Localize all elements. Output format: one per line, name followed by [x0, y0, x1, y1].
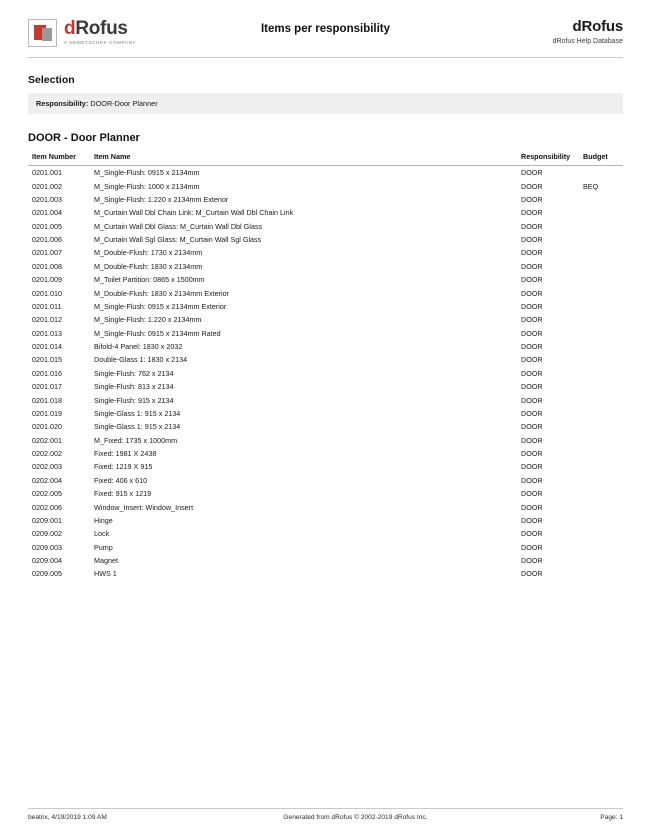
cell-item-number: 0201.019 — [32, 408, 62, 418]
cell-budget — [583, 514, 623, 527]
cell-item-number: 0201.018 — [32, 395, 62, 405]
cell-budget — [583, 447, 623, 460]
cell-item-name: Single-Glass 1: 915 x 2134 — [94, 422, 181, 432]
group-heading: DOOR - Door Planner — [28, 132, 140, 144]
selection-label: Responsibility: — [36, 99, 89, 108]
cell-item-name: M_Single-Flush: 0915 x 2134mm Rated — [94, 328, 221, 338]
header-right — [423, 18, 623, 45]
table-row[interactable] — [28, 380, 623, 393]
cell-budget — [583, 340, 623, 353]
cell-responsibility: DOOR — [521, 382, 543, 392]
cell-responsibility: DOOR — [521, 288, 543, 298]
cell-responsibility: DOOR — [521, 275, 543, 285]
cell-item-name: M_Single-Flush: 1000 x 2134mm — [94, 181, 200, 191]
table-row[interactable] — [28, 246, 623, 259]
table-row[interactable] — [28, 541, 623, 554]
cell-item-number: 0209.005 — [32, 569, 62, 579]
cell-item-name: M_Double-Flush: 1830 x 2134mm — [94, 261, 203, 271]
cell-item-name: M_Curtain Wall Sgl Glass: M_Curtain Wall Sgl Glass — [94, 235, 262, 245]
table-row[interactable] — [28, 179, 623, 192]
column-header-budget: Budget — [583, 152, 623, 166]
cell-responsibility: DOOR — [521, 529, 543, 539]
cell-budget — [583, 327, 623, 340]
table-row[interactable] — [28, 260, 623, 273]
table-row[interactable] — [28, 487, 623, 500]
cell-budget — [583, 380, 623, 393]
cell-item-name: Bifold-4 Panel: 1830 x 2032 — [94, 342, 183, 352]
cell-responsibility: DOOR — [521, 569, 543, 579]
cell-budget — [583, 420, 623, 433]
table-row[interactable] — [28, 340, 623, 353]
table-row[interactable] — [28, 420, 623, 433]
cell-responsibility: DOOR — [521, 395, 543, 405]
table-row[interactable] — [28, 353, 623, 366]
cell-budget — [583, 367, 623, 380]
footer-generated-note: Generated from dRofus © 2002-2019 dRofus Inc. — [283, 814, 428, 821]
brand-logo — [28, 18, 228, 47]
cell-responsibility: DOOR — [521, 181, 543, 191]
cell-item-number: 0202.003 — [32, 462, 62, 472]
cell-item-number: 0201.014 — [32, 342, 62, 352]
cell-item-name: Lock — [94, 529, 110, 539]
column-header-item-name: Item Name — [94, 152, 521, 166]
cell-item-name: M_Double-Flush: 1730 x 2134mm — [94, 248, 203, 258]
cell-item-name: Single-Flush: 813 x 2134 — [94, 382, 174, 392]
cell-item-name: Pump — [94, 542, 113, 552]
cell-item-number: 0202.002 — [32, 449, 62, 459]
cell-budget — [583, 166, 623, 180]
cell-item-name: M_Toilet Partition: 0865 x 1500mm — [94, 275, 205, 285]
table-row[interactable] — [28, 286, 623, 299]
cell-budget — [583, 527, 623, 540]
cell-budget — [583, 567, 623, 580]
cell-responsibility: DOOR — [521, 422, 543, 432]
cell-item-number: 0202.004 — [32, 475, 62, 485]
table-row[interactable] — [28, 500, 623, 513]
cell-budget — [583, 474, 623, 487]
table-row[interactable] — [28, 313, 623, 326]
table-row[interactable] — [28, 567, 623, 580]
report-title: Items per responsibility — [260, 23, 391, 35]
cell-item-name: M_Single-Flush: 1.220 x 2134mm — [94, 315, 202, 325]
cell-responsibility: DOOR — [521, 475, 543, 485]
cell-responsibility: DOOR — [521, 462, 543, 472]
cell-item-name: M_Curtain Wall Dbl Glass: M_Curtain Wall Dbl Glass — [94, 221, 263, 231]
brand-title-rest: Rofus — [75, 18, 128, 39]
cell-budget — [583, 541, 623, 554]
cell-item-number: 0202.001 — [32, 435, 62, 445]
table-row[interactable] — [28, 407, 623, 420]
cell-budget — [583, 434, 623, 447]
cell-budget — [583, 487, 623, 500]
cell-responsibility: DOOR — [521, 342, 543, 352]
cell-item-number: 0201.005 — [32, 221, 62, 231]
report-header — [28, 0, 623, 58]
selection-heading: Selection — [28, 74, 75, 86]
cell-responsibility: DOOR — [521, 515, 543, 525]
cell-item-number: 0201.017 — [32, 382, 62, 392]
cell-budget — [583, 353, 623, 366]
cell-budget — [583, 233, 623, 246]
cell-responsibility: DOOR — [521, 435, 543, 445]
cell-item-number: 0209.004 — [32, 556, 62, 566]
cell-responsibility: DOOR — [521, 261, 543, 271]
cell-item-number: 0201.004 — [32, 208, 62, 218]
cell-responsibility: DOOR — [521, 221, 543, 231]
cell-item-number: 0201.016 — [32, 368, 62, 378]
cell-item-number: 0201.001 — [32, 168, 62, 178]
cell-item-name: Magnet — [94, 556, 118, 566]
cell-budget — [583, 246, 623, 259]
cell-responsibility: DOOR — [521, 355, 543, 365]
cell-budget — [583, 393, 623, 406]
cell-responsibility: DOOR — [521, 315, 543, 325]
cell-item-name: M_Single-Flush: 1.220 x 2134mm Exterior — [94, 194, 229, 204]
cell-responsibility: DOOR — [521, 301, 543, 311]
cell-item-name: Double-Glass 1: 1830 x 2134 — [94, 355, 188, 365]
table-body — [28, 166, 623, 581]
cell-item-number: 0201.013 — [32, 328, 62, 338]
table-row[interactable] — [28, 193, 623, 206]
cell-item-number: 0209.002 — [32, 529, 62, 539]
cell-item-name: M_Fixed: 1735 x 1000mm — [94, 435, 178, 445]
cell-responsibility: DOOR — [521, 194, 543, 204]
cell-responsibility: DOOR — [521, 502, 543, 512]
table-row[interactable] — [28, 554, 623, 567]
table-row[interactable] — [28, 220, 623, 233]
column-header-item-number: Item Number — [28, 152, 94, 166]
table-row[interactable] — [28, 434, 623, 447]
cell-item-number: 0201.010 — [32, 288, 62, 298]
brand-tagline: A NEMETSCHEK COMPANY — [64, 40, 137, 45]
cell-item-number: 0202.006 — [32, 502, 62, 512]
cell-budget — [583, 407, 623, 420]
cell-responsibility: DOOR — [521, 368, 543, 378]
selection-box — [28, 93, 623, 114]
cell-item-number: 0201.003 — [32, 194, 62, 204]
footer-page-number: Page: 1 — [600, 814, 623, 821]
database-brand: dRofus — [572, 18, 623, 35]
cell-responsibility: DOOR — [521, 168, 543, 178]
cell-responsibility: DOOR — [521, 235, 543, 245]
logo-grey-shape — [42, 28, 52, 41]
cell-item-name: Fixed: 406 x 610 — [94, 475, 148, 485]
table-header — [28, 152, 623, 166]
cell-item-number: 0201.015 — [32, 355, 62, 365]
cell-item-number: 0201.006 — [32, 235, 62, 245]
cell-responsibility: DOOR — [521, 489, 543, 499]
cell-budget — [583, 206, 623, 219]
cell-item-number: 0201.009 — [32, 275, 62, 285]
cell-item-name: Single-Glass 1: 915 x 2134 — [94, 408, 181, 418]
cell-item-number: 0201.020 — [32, 422, 62, 432]
cell-responsibility: DOOR — [521, 449, 543, 459]
table-row[interactable] — [28, 327, 623, 340]
cell-budget — [583, 273, 623, 286]
cell-responsibility: DOOR — [521, 208, 543, 218]
table-row[interactable] — [28, 460, 623, 473]
report-footer — [28, 808, 623, 821]
cell-budget — [583, 300, 623, 313]
cell-budget — [583, 500, 623, 513]
cell-budget — [583, 460, 623, 473]
cell-item-name: Fixed: 1219 X 915 — [94, 462, 153, 472]
cell-budget: BEQ — [583, 181, 599, 191]
cell-budget — [583, 220, 623, 233]
table-row[interactable] — [28, 273, 623, 286]
cell-responsibility: DOOR — [521, 408, 543, 418]
cell-item-number: 0201.011 — [32, 301, 62, 311]
cell-item-number: 0202.005 — [32, 489, 62, 499]
table-row[interactable] — [28, 527, 623, 540]
selection-value: DOOR-Door Planner — [90, 99, 158, 108]
table-header-row — [28, 152, 623, 166]
cell-item-name: Hinge — [94, 515, 113, 525]
cell-item-number: 0201.012 — [32, 315, 62, 325]
cell-budget — [583, 260, 623, 273]
cell-budget — [583, 286, 623, 299]
cell-item-name: Single-Flush: 915 x 2134 — [94, 395, 174, 405]
table-row[interactable] — [28, 447, 623, 460]
cell-item-number: 0209.001 — [32, 515, 62, 525]
table-row[interactable] — [28, 166, 623, 180]
cell-item-name: HWS 1 — [94, 569, 117, 579]
cell-item-name: M_Double-Flush: 1830 x 2134mm Exterior — [94, 288, 230, 298]
table-row[interactable] — [28, 300, 623, 313]
cell-item-number: 0201.002 — [32, 181, 62, 191]
cell-responsibility: DOOR — [521, 328, 543, 338]
cell-budget — [583, 313, 623, 326]
cell-item-name: Fixed: 915 x 1219 — [94, 489, 152, 499]
cell-item-name: Fixed: 1981 X 2438 — [94, 449, 157, 459]
cell-responsibility: DOOR — [521, 556, 543, 566]
items-table — [28, 152, 623, 581]
cell-item-name: M_Curtain Wall Dbl Chain Link: M_Curtain Wall Dbl Chain Link — [94, 208, 294, 218]
cell-item-number: 0201.007 — [32, 248, 62, 258]
brand-text — [64, 18, 136, 46]
table-row[interactable] — [28, 206, 623, 219]
footer-user-timestamp: beatrix, 4/19/2019 1:09 AM — [28, 814, 107, 821]
cell-item-name: Single-Flush: 762 x 2134 — [94, 368, 174, 378]
cell-responsibility: DOOR — [521, 542, 543, 552]
cell-item-number: 0209.003 — [32, 542, 62, 552]
brand-title-accent: d — [64, 18, 76, 39]
cell-item-number: 0201.008 — [32, 261, 62, 271]
table-row[interactable] — [28, 474, 623, 487]
drofus-logo-icon — [28, 19, 57, 47]
cell-item-name: M_Single-Flush: 0915 x 2134mm — [94, 168, 200, 178]
table-row[interactable] — [28, 367, 623, 380]
cell-budget — [583, 554, 623, 567]
column-header-responsibility: Responsibility — [521, 152, 583, 166]
table-row[interactable] — [28, 514, 623, 527]
cell-item-name: Window_Insert: Window_Insert — [94, 502, 194, 512]
cell-budget — [583, 193, 623, 206]
cell-item-name: M_Single-Flush: 0915 x 2134mm Exterior — [94, 301, 227, 311]
cell-responsibility: DOOR — [521, 248, 543, 258]
database-name: dRofus Help Database — [552, 38, 623, 45]
table-row[interactable] — [28, 393, 623, 406]
table-row[interactable] — [28, 233, 623, 246]
brand-title — [64, 19, 136, 38]
